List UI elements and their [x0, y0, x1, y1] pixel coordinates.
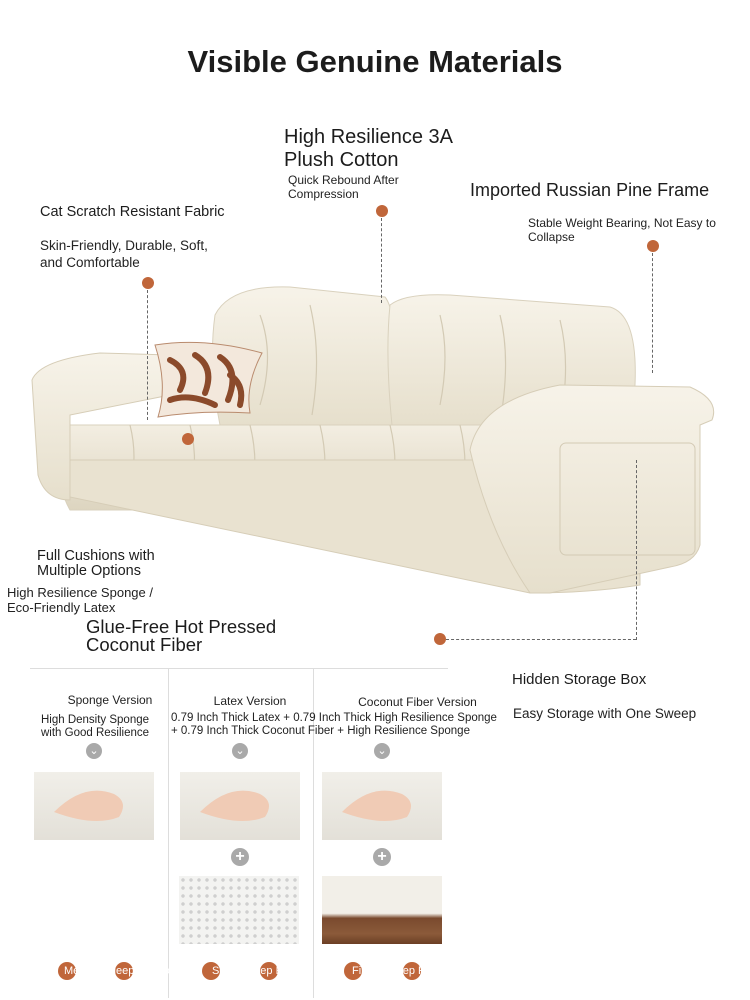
fabric-marker-dot	[142, 277, 154, 289]
cushions-heading-line1: Full Cushions with	[37, 548, 155, 564]
chevron-down-icon: ⌄	[232, 743, 248, 759]
plush-marker-dot	[376, 205, 388, 217]
chevron-down-icon: ⌄	[374, 743, 390, 759]
latex-desc-line2: + 0.79 Inch Thick Coconut Fiber + High Resilience Sponge	[171, 725, 470, 737]
plus-icon: +	[373, 848, 391, 866]
latex-footer: Softer Sleep Feel	[212, 965, 297, 977]
plush-leader-line	[381, 218, 382, 303]
pine-marker-dot	[647, 240, 659, 252]
pine-sub-line2: Collapse	[528, 230, 575, 244]
plush-heading-line2: Plush Cotton	[284, 149, 399, 171]
sponge-desc-line2: with Good Resilience	[40, 727, 150, 739]
fabric-heading: Cat Scratch Resistant Fabric	[40, 204, 225, 220]
storage-leader-v	[636, 460, 637, 640]
sponge-version-title: Sponge Version	[67, 693, 153, 707]
cushions-sub-line1: High Resilience Sponge /	[7, 585, 153, 600]
page-title: Visible Genuine Materials	[187, 44, 563, 79]
fabric-sub-line2: and Comfortable	[40, 255, 140, 270]
plus-icon: +	[231, 848, 249, 866]
pine-heading: Imported Russian Pine Frame	[470, 180, 710, 200]
storage-leader-h	[446, 639, 636, 640]
cushions-sub-line2: Eco-Friendly Latex	[7, 600, 116, 615]
coconut-heading-line1: Glue-Free Hot Pressed	[86, 616, 277, 637]
coconut-sponge-sample-image	[322, 772, 442, 840]
storage-sub: Easy Storage with One Sweep	[513, 706, 697, 721]
sponge-sample-image	[34, 772, 154, 840]
coconut-version-title: Coconut Fiber Version	[358, 695, 477, 709]
pine-leader-line	[652, 253, 653, 373]
fabric-sub-line1: Skin-Friendly, Durable, Soft,	[40, 238, 208, 253]
coconut-footer: Firmer Sleep Feel	[352, 965, 440, 977]
latex-desc-line1: 0.79 Inch Thick Latex + 0.79 Inch Thick High Resilience Sponge	[171, 712, 497, 724]
seat-marker-dot	[182, 433, 194, 445]
pine-sub-line1: Stable Weight Bearing, Not Easy to	[528, 216, 716, 230]
cushions-heading-line2: Multiple Options	[37, 563, 141, 579]
chevron-down-icon: ⌄	[86, 743, 102, 759]
column-divider	[168, 668, 169, 998]
sponge-desc-line1: High Density Sponge	[40, 714, 150, 726]
sponge-footer: Medium Sleep Comfort	[64, 965, 177, 977]
latex-version-title: Latex Version	[213, 694, 287, 708]
storage-marker-dot	[434, 633, 446, 645]
coconut-fiber-sample-image	[322, 876, 442, 944]
plush-heading-line1: High Resilience 3A	[284, 126, 453, 148]
plush-sub-line2: Compression	[288, 187, 359, 201]
storage-heading: Hidden Storage Box	[512, 671, 647, 688]
fabric-leader-line	[147, 290, 148, 420]
latex-sample-image	[179, 876, 299, 944]
latex-sponge-sample-image	[180, 772, 300, 840]
coconut-heading-line2: Coconut Fiber	[86, 634, 203, 655]
plush-sub-line1: Quick Rebound After	[288, 173, 399, 187]
